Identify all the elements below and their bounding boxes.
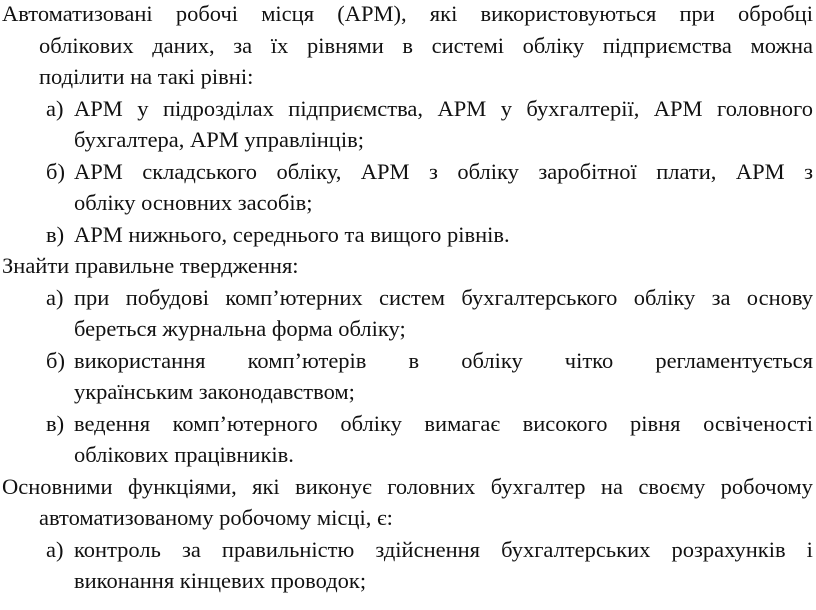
word: виконує <box>295 474 372 499</box>
word: підрозділах <box>162 96 274 121</box>
word: комп’ютерів <box>247 348 367 373</box>
question-3-stem-line-1 <box>2 473 813 501</box>
word: плати, <box>656 159 717 184</box>
question-2-option-b-line-1 <box>74 347 813 375</box>
word: з <box>804 159 813 184</box>
word: бухгалтерії, <box>526 96 640 121</box>
word: рівня <box>630 411 681 436</box>
word: бухгалтерського <box>461 285 618 310</box>
word: за <box>233 33 253 58</box>
word: в <box>408 348 420 373</box>
word: у <box>500 96 512 121</box>
word: своєму <box>638 474 706 499</box>
word: заробітної <box>538 159 637 184</box>
question-1-stem-line-3: поділити на такі рівні: <box>39 64 254 89</box>
word: і <box>806 537 813 562</box>
word: АРМ <box>437 96 487 121</box>
word: регламентується <box>655 348 813 373</box>
word: АРМ <box>360 159 410 184</box>
question-3-stem-line-2: автоматизованому робочому місці, є: <box>39 505 393 530</box>
word: з <box>429 159 438 184</box>
word: Основними <box>2 474 113 499</box>
question-3-option-a-label: а) <box>46 537 64 562</box>
word: АРМ <box>653 96 703 121</box>
word: складського <box>142 159 258 184</box>
word: функціями, <box>127 474 237 499</box>
word: робочому <box>720 474 813 499</box>
question-1-option-b-label: б) <box>46 159 65 184</box>
word: робочі <box>175 1 239 26</box>
word: можна <box>750 33 813 58</box>
word: головного <box>717 96 813 121</box>
word: у <box>137 96 149 121</box>
word: вимагає <box>424 411 501 436</box>
word: облікових <box>39 33 134 58</box>
question-1-option-a-label: а) <box>46 96 64 121</box>
word: рівнями <box>306 33 384 58</box>
word: систем <box>378 285 446 310</box>
question-3-option-a-line-1 <box>74 536 813 564</box>
word: АРМ <box>735 159 785 184</box>
word: за <box>711 285 731 310</box>
word: головних <box>387 474 476 499</box>
word: при <box>679 1 715 26</box>
word: побудові <box>125 285 209 310</box>
word: обліку <box>340 411 402 436</box>
question-1-option-c-label: в) <box>46 222 65 247</box>
question-3-option-a-line-2: виконання кінцевих проводок; <box>74 568 367 593</box>
question-2-option-b-label: б) <box>46 348 65 373</box>
word: АРМ <box>74 159 123 184</box>
question-1-option-c-line-1: АРМ нижнього, середнього та вищого рівнів. <box>74 222 510 247</box>
question-1-stem-line-1 <box>2 0 813 28</box>
word: освіченості <box>703 411 813 436</box>
word: високого <box>522 411 608 436</box>
word: (АРМ), <box>337 1 407 26</box>
word: правильністю <box>221 537 355 562</box>
word: за <box>181 537 201 562</box>
question-2-option-b-line-2: українським законодавством; <box>74 379 355 404</box>
word: використання <box>74 348 206 373</box>
word: обробці <box>738 1 813 26</box>
question-2-option-c-label: в) <box>46 411 65 436</box>
word: їх <box>270 33 289 58</box>
word: комп’ютерних <box>225 285 363 310</box>
question-1-option-b-line-1 <box>74 158 813 186</box>
word: використовуються <box>480 1 657 26</box>
question-2-option-a-line-1 <box>74 284 813 312</box>
word: комп’ютерного <box>172 411 318 436</box>
word: системі <box>431 33 504 58</box>
word: які <box>429 1 458 26</box>
word: здійснення <box>375 537 481 562</box>
question-1-stem-line-2 <box>39 32 813 60</box>
question-2-option-c-line-2: облікових працівників. <box>74 442 294 467</box>
word: АРМ <box>74 96 123 121</box>
word: обліку <box>461 348 523 373</box>
question-2-option-c-line-1 <box>74 410 813 438</box>
word: чітко <box>564 348 614 373</box>
question-1-option-a-line-1 <box>74 95 813 123</box>
word: контроль <box>74 537 161 562</box>
word: ведення <box>74 411 151 436</box>
question-2-option-a-label: а) <box>46 285 64 310</box>
word: при <box>74 285 110 310</box>
question-1-option-a-line-2: бухгалтера, АРМ управлінців; <box>74 127 364 152</box>
word: обліку <box>457 159 519 184</box>
word: Автоматизовані <box>2 1 153 26</box>
question-2-stem-line-1: Знайти правильне твердження: <box>2 253 299 278</box>
word: даних, <box>152 33 215 58</box>
word: бухгалтер <box>490 474 586 499</box>
word: які <box>252 474 280 499</box>
word: в <box>402 33 413 58</box>
word: підприємства, <box>288 96 424 121</box>
word: розрахунків <box>671 537 786 562</box>
word: на <box>600 474 623 499</box>
word: місця <box>261 1 315 26</box>
word: обліку <box>522 33 585 58</box>
question-1-option-b-line-2: обліку основних засобів; <box>74 190 313 215</box>
word: бухгалтерських <box>501 537 651 562</box>
word: підприємства <box>602 33 732 58</box>
word: обліку <box>633 285 696 310</box>
word: основу <box>746 285 813 310</box>
word: обліку, <box>276 159 342 184</box>
question-2-option-a-line-2: береться журнальна форма обліку; <box>74 316 406 341</box>
